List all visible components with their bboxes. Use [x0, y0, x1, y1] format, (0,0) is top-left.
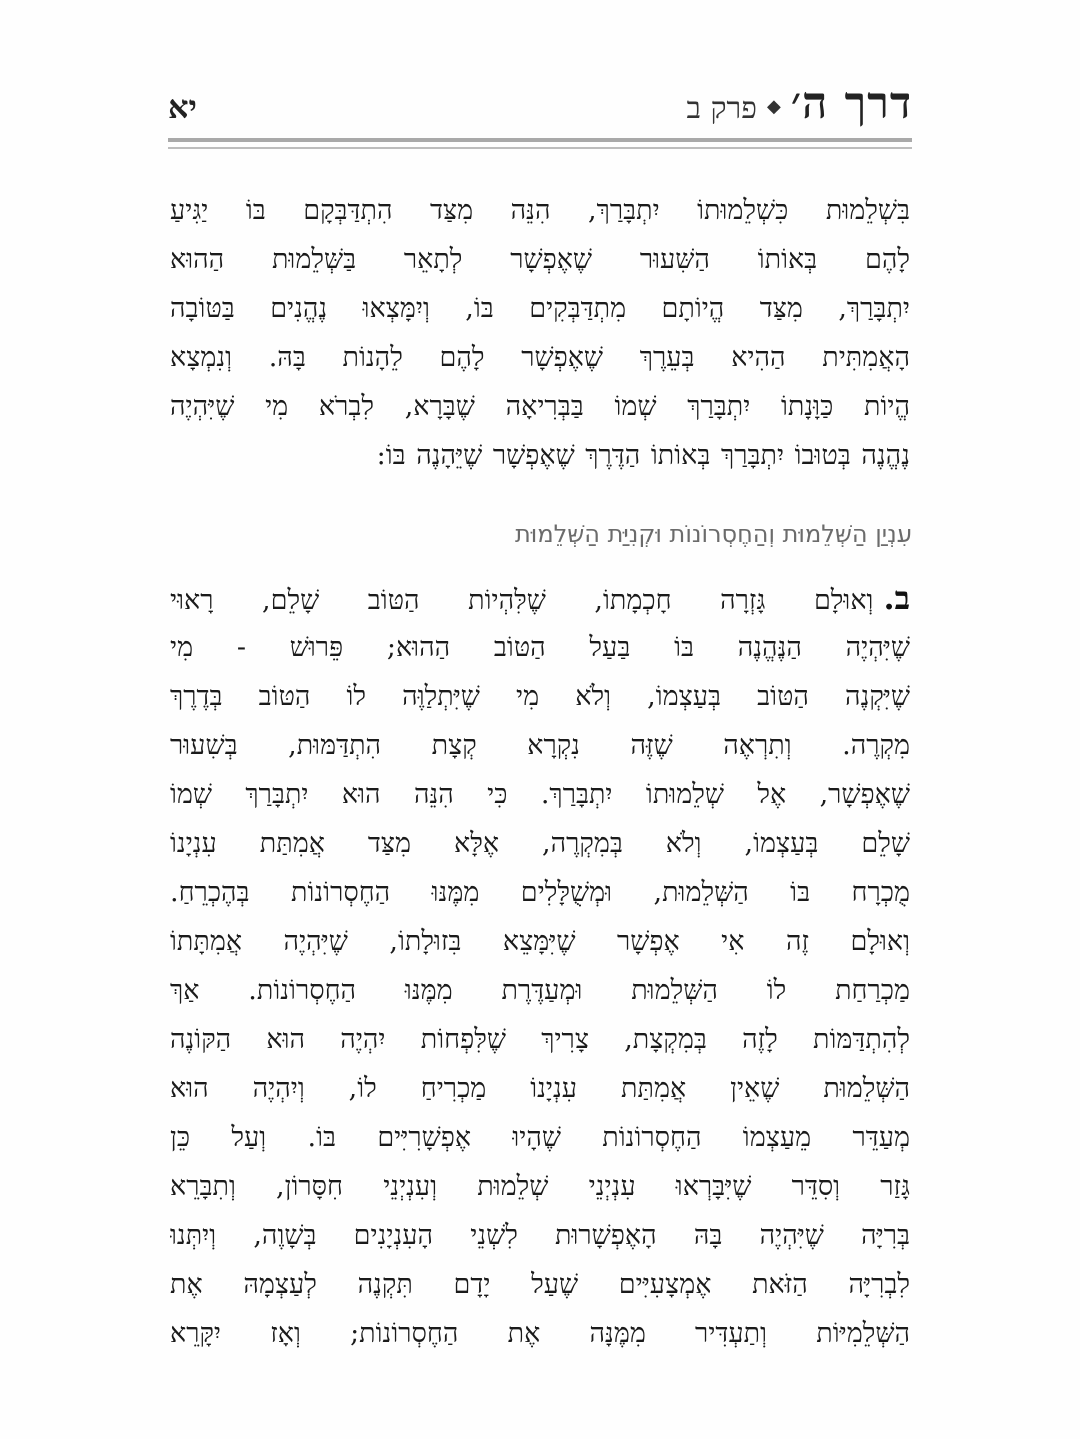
text-line: הֱיוֹת כַּוָּנָתוֹ יִתְבָּרַךְ שְׁמוֹ בַּבְּרִיאָה שֶׁבָּרָא, לִבְרֹא מִי שֶׁיִּהְיֶה [170, 391, 910, 422]
text-line: לְהִתְדַּמּוֹת לָזֶה בְּמִקְצָת, צָרִיךְ שֶׁלִּפְחוֹת יִהְיֶה הוּא הַקּוֹנֶה [170, 1024, 910, 1055]
paragraph-2 [170, 574, 910, 1358]
header-rule-thin [168, 147, 912, 149]
text-line-first [170, 574, 910, 623]
text-line: בִּשְׁלֵמוּת כִּשְׁלֵמוּתוֹ יִתְבָּרַךְ, הִנֵּה מִצַּד הִתְדַּבְּקָם בּוֹ יַגִּיעַ [170, 195, 910, 226]
header-rule-thick [168, 138, 912, 142]
text-line: מֻכְרָח בּוֹ הַשְּׁלֵמוּת, וּמְשֻׁלָּלִים מִמֶּנּוּ הַחֶסְרוֹנוֹת בְּהֶכְרֵחַ. [170, 877, 910, 908]
text-line: שֶׁיִּקְנֶה הַטּוֹב בְּעַצְמוֹ, וְלֹא מִי שֶׁיִּתְלַוֶּה לוֹ הַטּוֹב בְּדֶרֶךְ [170, 681, 910, 712]
text-line: לָהֶם בְּאוֹתוֹ הַשִּׁעוּר שֶׁאֶפְשָׁר לְתָאֵר בַּשְּׁלֵמוּת הַהוּא [170, 244, 910, 275]
section-marker: ב. [883, 579, 910, 617]
text-line: מַכְרַחַת לוֹ הַשְּׁלֵמוּת וּמְעַדֶּרֶת מִמֶּנּוּ הַחֶסְרוֹנוֹת. אַךְ [170, 975, 910, 1006]
text-line: יִתְבָּרַךְ, מִצַּד הֱיוֹתָם מִתְדַּבְּקִים בּוֹ, וְיִמָּצְאוּ נֶהֱנִים בַּטּוֹבָה [170, 293, 910, 324]
text-line: שֶׁיִּהְיֶה הַנֶּהֱנֶה בּוֹ בַּעַל הַטּוֹב הַהוּא; פֵּרוּשׁ - מִי [170, 632, 910, 663]
chapter-label: פרק ב [686, 91, 757, 126]
text-line: נֶהֱנֶה בְּטוּבוֹ יִתְבָּרַךְ בְּאוֹתוֹ הַדֶּרֶךְ שֶׁאֶפְשָׁר שֶׁיֵּהָנֶה בּוֹ: [376, 440, 910, 471]
running-head [686, 78, 912, 129]
text-line: מְעַדֵּר מֵעַצְמוֹ הַחֶסְרוֹנוֹת שֶׁהָיוּ אֶפְשָׁרִיִּים בּוֹ. וְעַל כֵּן [170, 1122, 910, 1153]
text-line: לִבְרִיָּה הַזֹּאת אֶמְצָעִיִּים שֶׁעַל יָדָם תִּקְנֶה לְעַצְמָהּ אֶת [170, 1269, 910, 1300]
text-line: הַשְּׁלֵמִיּוֹת וְתַעְדִּיר מִמֶּנָּה אֶת הַחֶסְרוֹנוֹת; וְאָז יִקָּרֵא [170, 1318, 910, 1349]
text-line: גָּזַר וְסִדֵּר שֶׁיִּבָּרְאוּ עִנְיְנֵי שְׁלֵמוּת וְעִנְיְנֵי חִסָּרוֹן, וְתִבָּרֵא [170, 1171, 910, 1202]
text-line-first-content: וְאוּלָם גָּזְרָה חָכְמָתוֹ, שֶׁלִּהְיוֹת הַטּוֹב שָׁלֵם, רָאוּי [170, 585, 874, 616]
text-line: הָאֲמִתִּית הַהִיא בְּעֵרֶךְ שֶׁאֶפְשָׁר לָהֶם לֵהָנוֹת בָּהּ. וְנִמְצָא [170, 342, 910, 373]
section-heading: עִנְיַן הַשְּׁלֵמוּת וְהַחֶסְרוֹנוֹת וּקְנִיַּת הַשְּׁלֵמוּת [515, 520, 912, 548]
paragraph-1 [170, 186, 910, 480]
text-line: שָׁלֵם בְּעַצְמוֹ, וְלֹא בְּמִקְרֶה, אֶלָּא מִצַּד אֲמִתַּת עִנְיָנוֹ [170, 828, 910, 859]
text-line: הַשְּׁלֵמוּת שֶׁאֵין אֲמִתַּת עִנְיָנוֹ מַכְרִיחַ לוֹ, וְיִהְיֶה הוּא [170, 1073, 910, 1104]
diamond-separator-icon: ◆ [766, 96, 781, 117]
text-line: וְאוּלָם זֶה אִי אֶפְשָׁר שֶׁיִּמָּצֵא בִּזוּלָתוֹ, שֶׁיִּהְיֶה אֲמִתָּתוֹ [170, 926, 910, 957]
text-line: בְּרִיָּה שֶׁיִּהְיֶה בָּהּ הָאֶפְשָׁרוּת לִשְׁנֵי הָעִנְיָנִים בְּשָׁוֶה, וְיִתְּנוּ [170, 1220, 910, 1251]
page-header [168, 78, 912, 138]
page-number: יא [168, 88, 197, 126]
text-line: שֶׁאֶפְשָׁר, אֶל שְׁלֵמוּתוֹ יִתְבָּרַךְ. כִּי הִנֵּה הוּא יִתְבָּרַךְ שְׁמוֹ [170, 779, 910, 810]
book-title: דרך ה׳ [790, 78, 912, 129]
text-line: מִקְרֶה. וְתִרְאֶה שֶׁזֶּה נִקְרָא קְצָת הִתְדַּמּוּת, בְּשִׁעוּר [170, 730, 910, 761]
